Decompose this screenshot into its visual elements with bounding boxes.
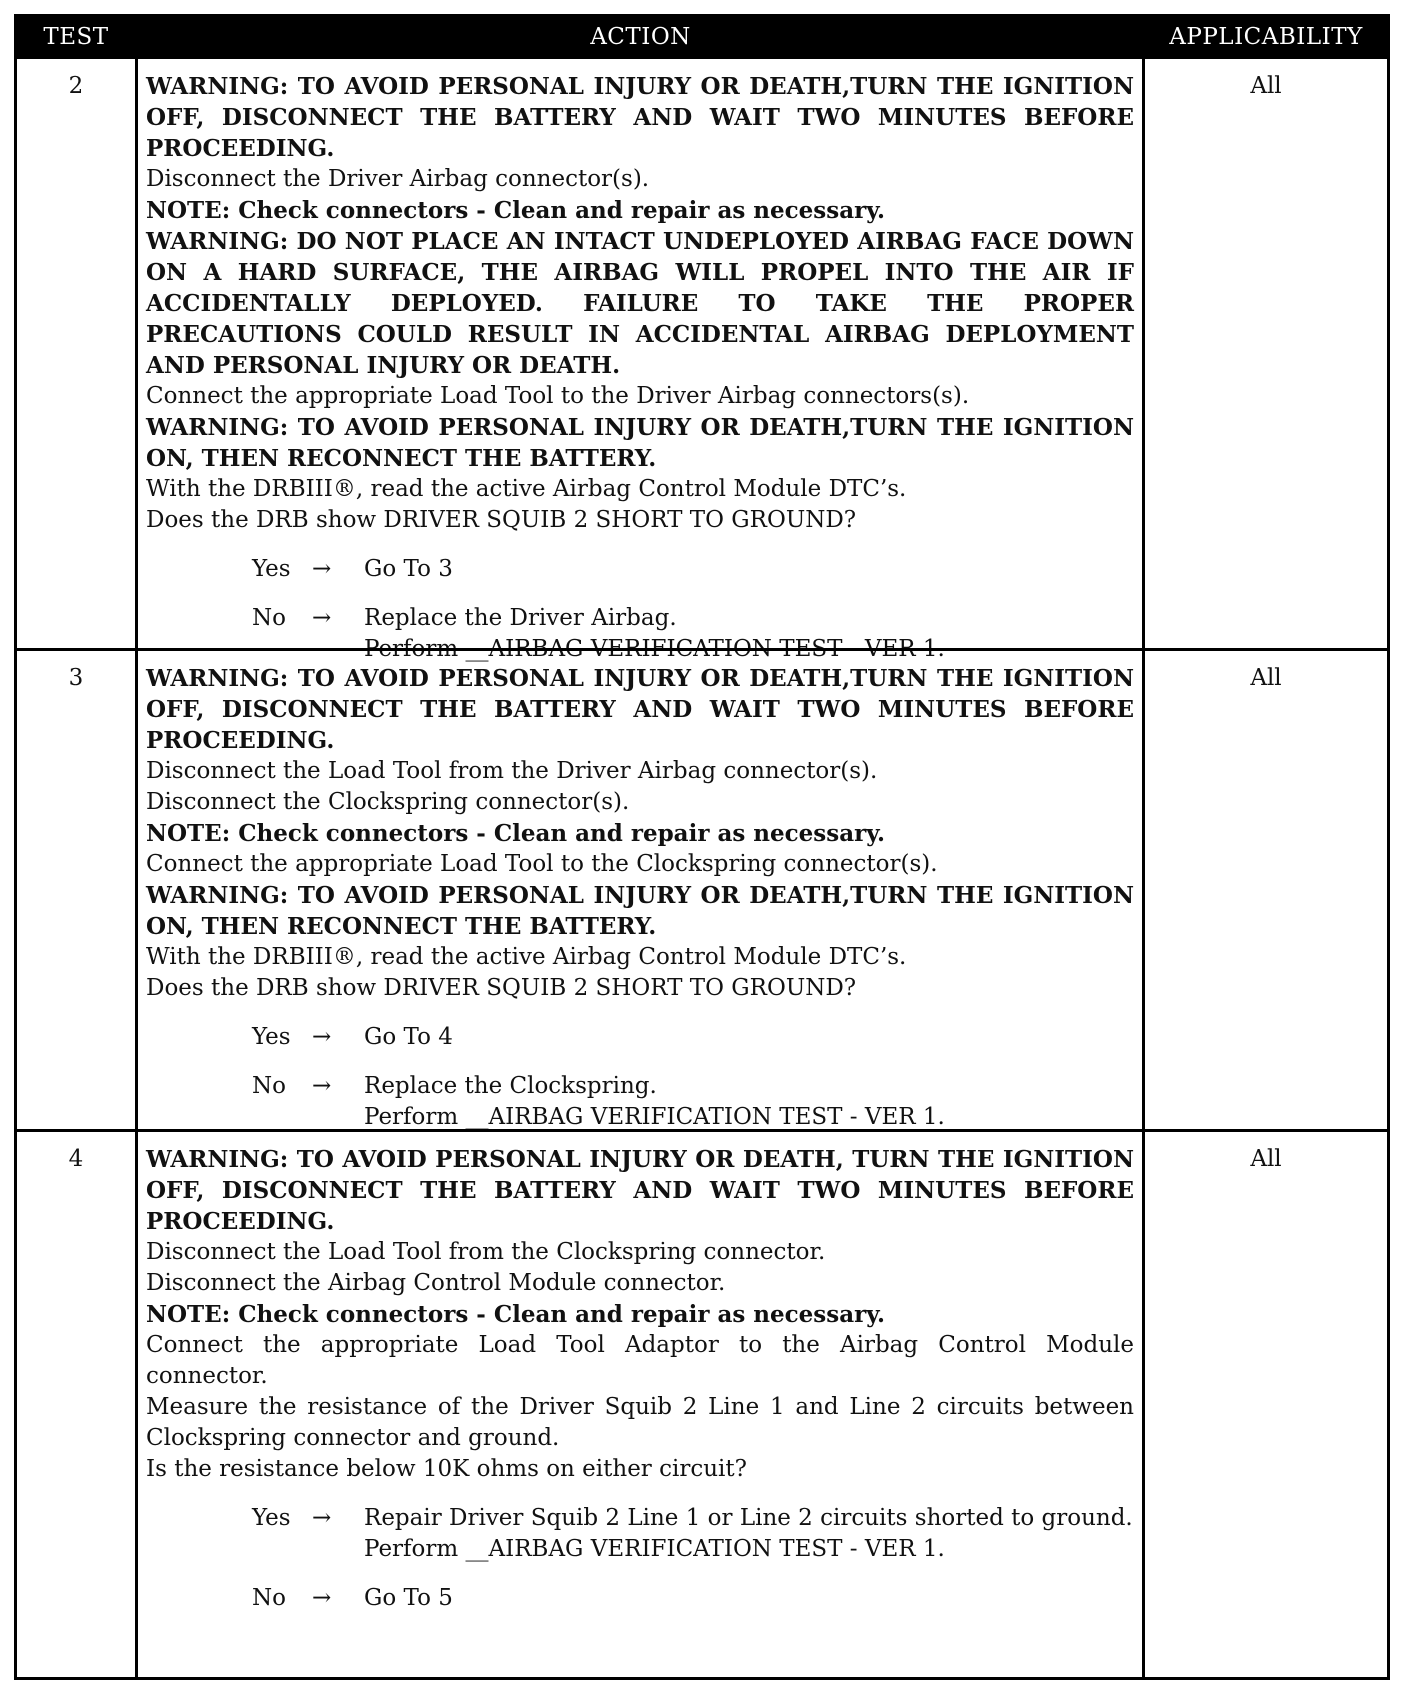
question-text: Does the DRB show DRIVER SQUIB 2 SHORT TO GROUND? [146,507,857,533]
header-test: TEST [43,24,109,50]
applicability-value: All [1250,73,1282,99]
instruction-text: With the DRBIII®, read the active Airbag Control Module DTC’s. [146,476,907,502]
answer-result-line: Repair Driver Squib 2 Line 1 or Line 2 circuits shorted to ground. [364,1505,1133,1531]
instruction-text: Disconnect the Load Tool from the Clockspring connector. [146,1239,826,1265]
instruction-text: Disconnect the Driver Airbag connector(s). [146,166,650,192]
answer-label: Yes [252,556,291,582]
test-number: 2 [68,73,84,99]
instruction-text: Disconnect the Clockspring connector(s). [146,789,630,815]
arrow-icon: → [312,1073,332,1099]
instruction-text: Connect the appropriate Load Tool to the Driver Airbag connectors(s). [146,383,970,409]
answer-no [146,1583,1134,1614]
answer-result-line: Perform __AIRBAG VERIFICATION TEST - VER 1. [364,636,945,662]
note-text: NOTE: Check connectors - Clean and repair as necessary. [146,1301,885,1328]
instruction-text: Connect the appropriate Load Tool Adaptor to the Airbag Control Module connector. [146,1332,1134,1389]
answer-result-line: Replace the Clockspring. [364,1073,657,1099]
answer-result [364,1503,1144,1565]
answer-result-line: Perform __AIRBAG VERIFICATION TEST - VER 1. [364,1104,945,1130]
answer-yes [146,1022,1134,1053]
answer-yes [146,1503,1134,1565]
note-text: NOTE: Check connectors - Clean and repair as necessary. [146,197,885,224]
arrow-icon: → [312,556,332,582]
answer-no [146,1071,1134,1133]
table-header [17,17,1387,56]
answer-result: Go To 4 [364,1024,453,1050]
answer-result-line: Replace the Driver Airbag. [364,605,677,631]
warning-text: WARNING: TO AVOID PERSONAL INJURY OR DEATH,TURN THE IGNITION ON, THEN RECONNECT THE BATTERY. [146,414,1134,472]
instruction-text: Connect the appropriate Load Tool to the Clockspring connector(s). [146,851,938,877]
arrow-icon: → [312,605,332,631]
action-cell [146,1144,1134,1614]
question-text: Is the resistance below 10K ohms on either circuit? [146,1456,747,1482]
answer-result-line: Perform __AIRBAG VERIFICATION TEST - VER 1. [364,1536,945,1562]
warning-text: WARNING: TO AVOID PERSONAL INJURY OR DEATH,TURN THE IGNITION OFF, DISCONNECT THE BATTERY AND WAIT TWO MINUTES BEFORE PROCEEDING. [146,73,1134,162]
test-number: 3 [68,665,84,691]
column-divider [135,1132,138,1677]
column-divider [135,59,138,648]
column-divider [135,651,138,1129]
answer-label: Yes [252,1024,291,1050]
warning-text: WARNING: DO NOT PLACE AN INTACT UNDEPLOYED AIRBAG FACE DOWN ON A HARD SURFACE, THE AIRBAG WILL PROPEL INTO THE AIR IF ACCIDENTALLY DEPLOYED. FAILURE TO TAKE THE PROPER PRECAUTIONS COULD RESULT IN ACCIDENTAL AIRBAG DEPLOYMENT AND PERSONAL INJURY OR DEATH. [146,228,1134,379]
arrow-icon: → [312,1505,332,1531]
test-row [17,56,1387,662]
diagnostic-test-table [14,14,1390,1680]
test-number: 4 [68,1146,84,1172]
warning-text: WARNING: TO AVOID PERSONAL INJURY OR DEATH, TURN THE IGNITION OFF, DISCONNECT THE BATTERY AND WAIT TWO MINUTES BEFORE PROCEEDING. [146,1146,1134,1235]
answer-result: Go To 3 [364,556,453,582]
action-cell [146,71,1134,665]
answer-label: Yes [252,1505,291,1531]
warning-text: WARNING: TO AVOID PERSONAL INJURY OR DEATH,TURN THE IGNITION OFF, DISCONNECT THE BATTERY AND WAIT TWO MINUTES BEFORE PROCEEDING. [146,665,1134,754]
action-cell [146,663,1134,1133]
header-applicability: APPLICABILITY [1169,24,1363,50]
answer-label: No [252,1073,286,1099]
applicability-value: All [1250,665,1282,691]
arrow-icon: → [312,1585,332,1611]
answer-result: Go To 5 [364,1585,453,1611]
instruction-text: With the DRBIII®, read the active Airbag Control Module DTC’s. [146,944,907,970]
question-text: Does the DRB show DRIVER SQUIB 2 SHORT TO GROUND? [146,975,857,1001]
answer-yes [146,554,1134,585]
instruction-text: Disconnect the Load Tool from the Driver Airbag connector(s). [146,758,878,784]
answer-label: No [252,1585,286,1611]
warning-text: WARNING: TO AVOID PERSONAL INJURY OR DEATH,TURN THE IGNITION ON, THEN RECONNECT THE BATTERY. [146,882,1134,940]
note-text: NOTE: Check connectors - Clean and repair as necessary. [146,820,885,847]
test-row [17,648,1387,1129]
arrow-icon: → [312,1024,332,1050]
applicability-value: All [1250,1146,1282,1172]
column-divider [1142,651,1145,1129]
test-row [17,1129,1387,1677]
answer-label: No [252,605,286,631]
answer-result [364,1071,1144,1133]
header-action: ACTION [590,24,691,50]
instruction-text: Disconnect the Airbag Control Module connector. [146,1270,726,1296]
instruction-text: Measure the resistance of the Driver Squib 2 Line 1 and Line 2 circuits between Clockspring connector and ground. [146,1394,1134,1451]
